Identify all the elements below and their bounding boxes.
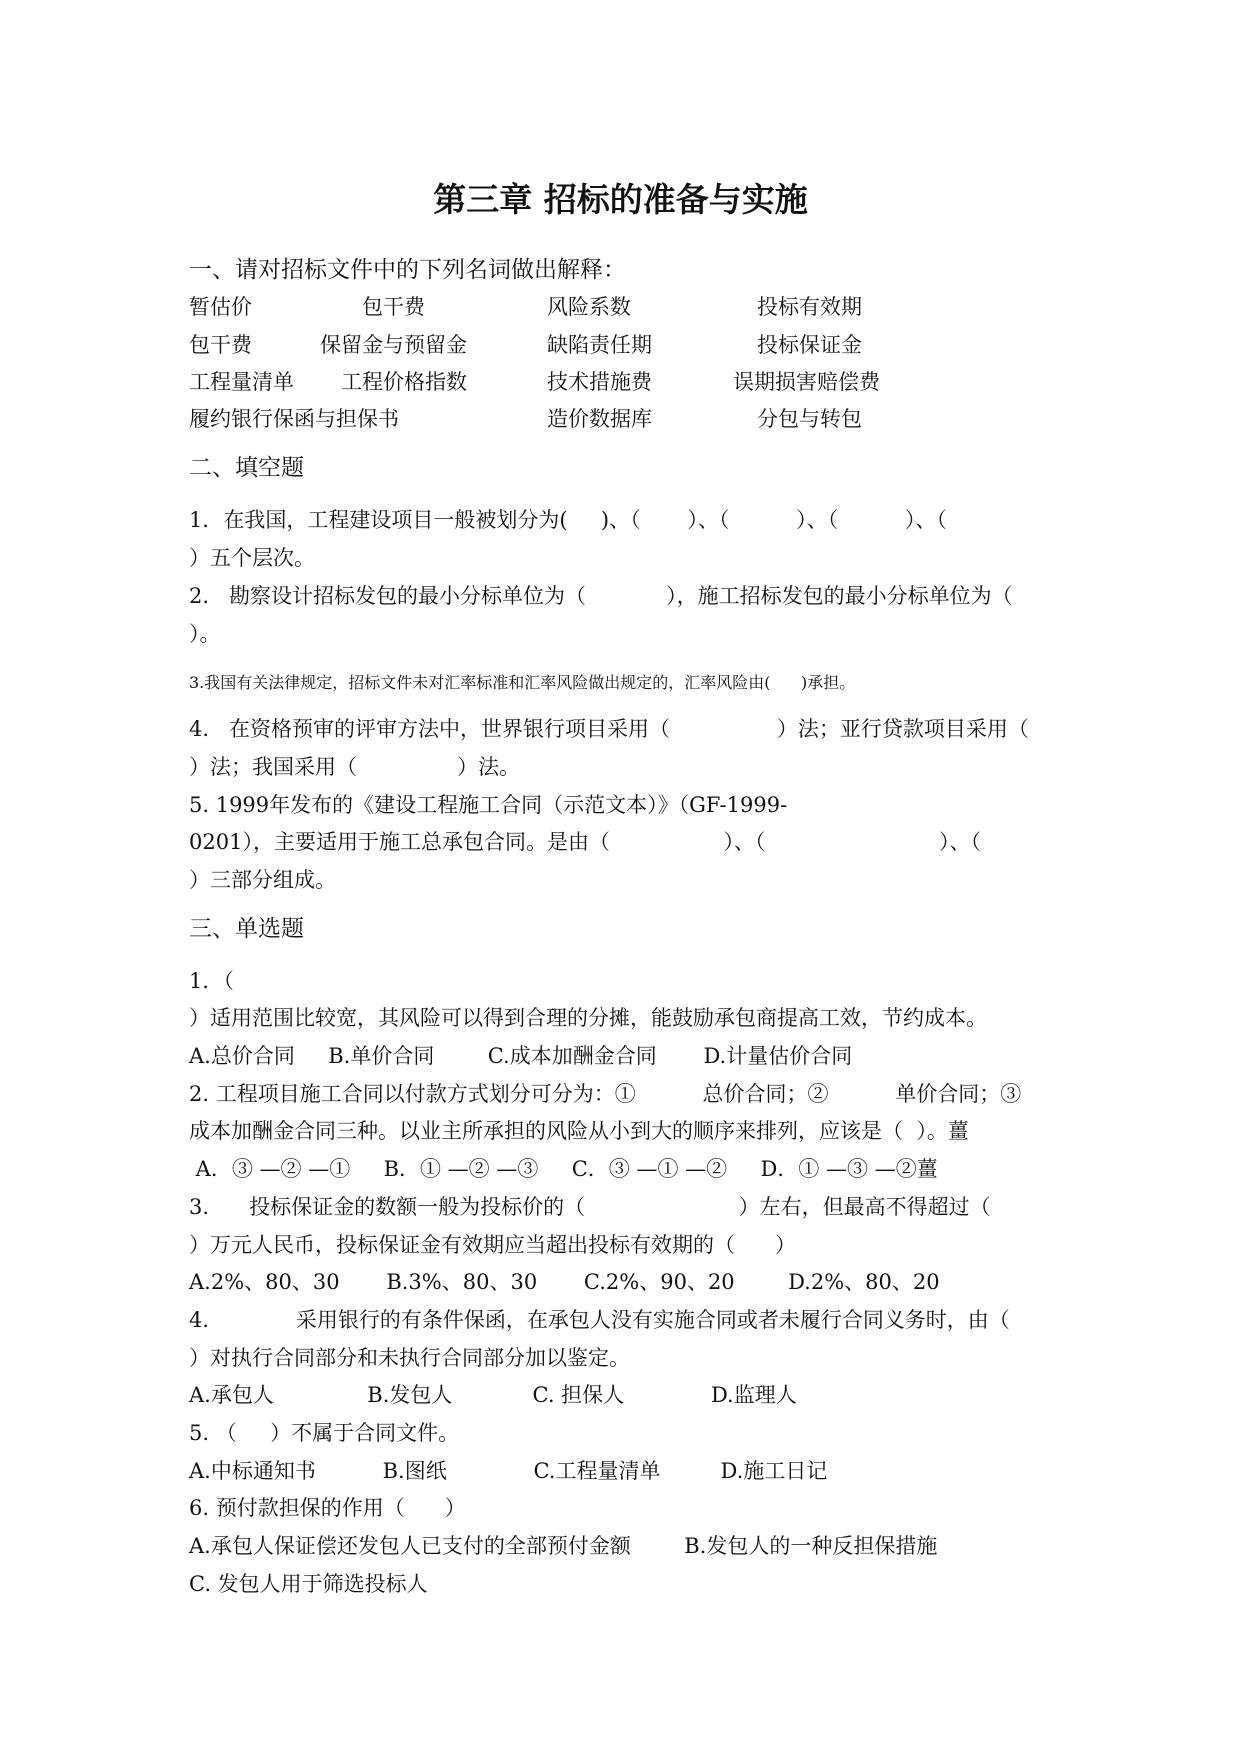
term: 投标有效期 [757,295,862,319]
question-line: 6. 预付款担保的作用（ ） [189,1496,466,1520]
question-line: 5. 1999年发布的《建设工程施工合同（示范文本）》（GF-1999- [189,793,788,817]
question-line: 3. 投标保证金的数额一般为投标价的（ ）左右，但最高不得超过（ [189,1195,991,1219]
question-line: 成本加酬金合同三种。以业主所承担的风险从小到大的顺序来排列，应该是（ ）。薑 [189,1119,969,1143]
answer-options: A．③ —② —① B．① —② —③ C．③ —① —② D．① —③ —②薑 [189,1157,938,1181]
term: 风险系数 [547,295,631,319]
page-title: 第三章 招标的准备与实施 [433,180,808,219]
question-line: 1．（ [189,969,234,993]
question-line: 4. 在资格预审的评审方法中，世界银行项目采用（ ）法；亚行贷款项目采用（ [189,717,1029,741]
question-line: ）法；我国采用（ ）法。 [189,755,521,779]
term: 技术措施费 [547,370,652,394]
question-line: ）。 [189,622,221,646]
question-line: ）适用范围比较宽，其风险可以得到合理的分摊，能鼓励承包商提高工效，节约成本。 [189,1006,987,1030]
question-line: 2. 工程项目施工合同以付款方式划分可分为：① 总价合同；② 单价合同；③ [189,1082,1022,1106]
term: 缺陷责任期 [547,333,652,357]
term: 工程量清单 [189,370,294,394]
term: 分包与转包 [757,407,862,431]
answer-options: A.总价合同 B.单价合同 C.成本加酬金合同 D.计量估价合同 [189,1044,853,1068]
answer-options: A.2%、80、30 B.3%、80、30 C.2%、90、20 D.2%、80、20 [189,1270,940,1294]
question-line: ）五个层次。 [189,546,315,570]
question-line: 2. 勘察设计招标发包的最小分标单位为（ ），施工招标发包的最小分标单位为（ [189,584,1013,608]
question-line: 5. （ ）不属于合同文件。 [189,1421,460,1445]
question-line: 0201），主要适用于施工总承包合同。是由（ ）、（ ）、（ [189,830,981,854]
term: 造价数据库 [547,407,652,431]
term: 误期损害赔偿费 [733,370,880,394]
answer-options: A.承包人保证偿还发包人已支付的全部预付金额 B.发包人的一种反担保措施 [189,1534,938,1558]
answer-options: C. 发包人用于筛选投标人 [189,1572,428,1596]
question-line: ）对执行合同部分和未执行合同部分加以鉴定。 [189,1346,630,1370]
question-line: ）万元人民币，投标保证金有效期应当超出投标有效期的（ ） [189,1233,797,1257]
question-line: 4. 采用银行的有条件保函，在承包人没有实施合同或者未履行合同义务时，由（ [189,1308,1010,1332]
section-heading-definitions: 一、请对招标文件中的下列名词做出解释： [189,257,626,283]
answer-options: A.承包人 B.发包人 C. 担保人 D.监理人 [189,1383,797,1407]
question-line: ）三部分组成。 [189,868,336,892]
question-line: 3.我国有关法律规定，招标文件未对汇率标准和汇率风险做出规定的，汇率风险由( )承担。 [189,673,856,692]
term: 投标保证金 [757,333,862,357]
term: 保留金与预留金 [320,333,467,357]
question-line: 1．在我国，工程建设项目一般被划分为( )、（ ）、（ ）、（ ）、（ [189,508,947,532]
term: 工程价格指数 [341,370,467,394]
term: 包干费 [362,295,425,319]
answer-options: A.中标通知书 B.图纸 C.工程量清单 D.施工日记 [189,1459,828,1483]
term: 包干费 [189,333,252,357]
term: 暂估价 [189,295,252,319]
section-heading-fill-in: 二、填空题 [189,455,304,481]
section-heading-single-choice: 三、单选题 [189,916,304,942]
term: 履约银行保函与担保书 [189,407,399,431]
